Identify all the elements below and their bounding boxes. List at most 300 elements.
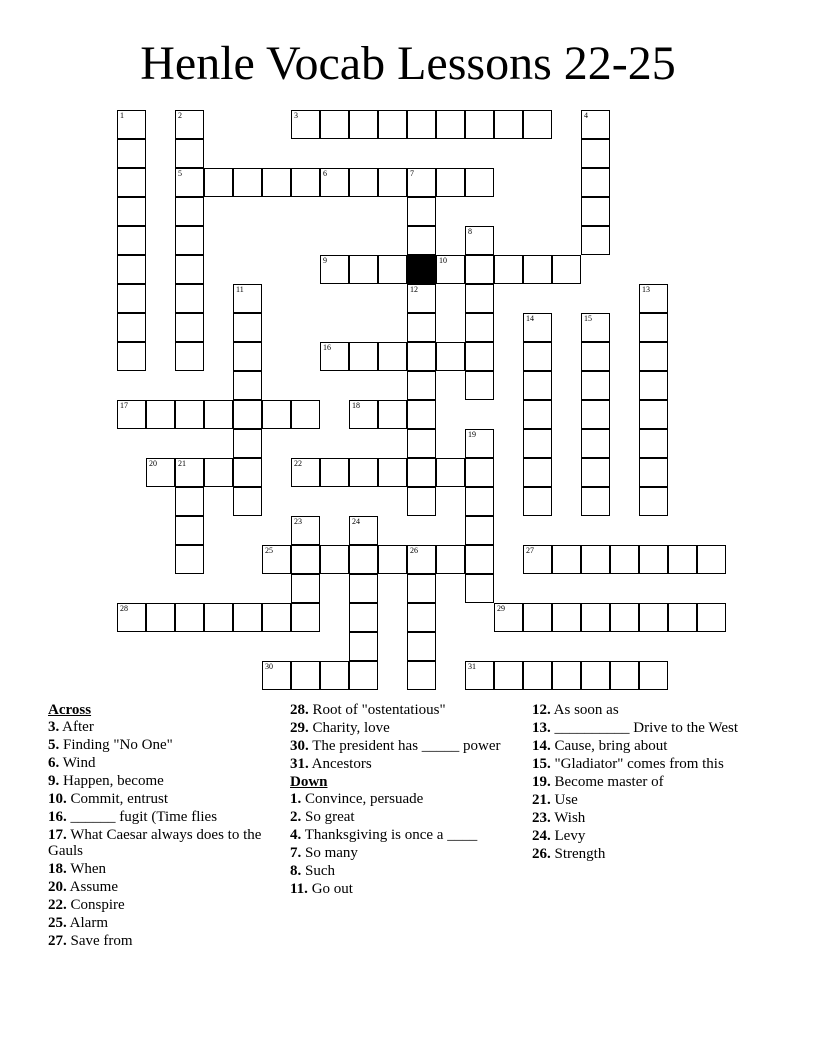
grid-cell[interactable] [117,255,146,284]
clue-text: Convince, persuade [301,790,424,807]
grid-cell[interactable] [523,429,552,458]
grid-cell[interactable] [581,603,610,632]
clue-item [532,738,772,755]
clue-text: Become master of [550,774,664,790]
grid-cell[interactable] [581,458,610,487]
grid-cell[interactable] [291,168,320,197]
clue-number: 10. [48,790,67,807]
grid-cell[interactable] [523,545,552,574]
grid-cell[interactable] [233,371,262,400]
grid-cell[interactable] [175,487,204,516]
cell-number: 14 [526,314,534,323]
grid-cell[interactable] [291,661,320,690]
grid-cell[interactable] [407,371,436,400]
clue-item [290,720,530,737]
grid-cell[interactable] [233,487,262,516]
clue-item [290,827,530,844]
clue-item [48,719,288,736]
grid-cell[interactable] [320,255,349,284]
grid-cell[interactable] [552,661,581,690]
cell-number: 21 [178,459,186,468]
grid-cell[interactable] [233,284,262,313]
grid-cell[interactable] [436,545,465,574]
grid-cell[interactable] [465,545,494,574]
clue-item [48,809,288,826]
cell-number: 15 [584,314,592,323]
clue-number: 12. [532,702,551,718]
grid-cell[interactable] [465,516,494,545]
clue-text: Root of "ostentatious" [308,702,446,718]
clue-number: 8. [290,862,302,879]
clue-text: Go out [307,880,353,897]
clue-text: Thanksgiving is once a ____ [301,826,478,843]
grid-cell[interactable] [175,168,204,197]
grid-cell[interactable] [407,342,436,371]
grid-cell[interactable] [494,255,523,284]
grid-cell[interactable] [639,458,668,487]
clue-number: 18. [48,861,67,877]
grid-cell[interactable] [204,168,233,197]
grid-cell[interactable] [407,226,436,255]
grid-cell[interactable] [581,139,610,168]
clue-item [532,828,772,845]
grid-cell[interactable] [233,313,262,342]
grid-cell[interactable] [523,255,552,284]
clue-number: 6. [48,754,60,771]
grid-cell[interactable] [639,400,668,429]
clue-number: 23. [532,810,551,826]
cell-number: 24 [352,517,360,526]
grid-cell[interactable] [581,342,610,371]
grid-cell[interactable] [349,400,378,429]
grid-cell[interactable] [233,458,262,487]
grid-cell[interactable] [668,545,697,574]
cell-number: 13 [642,285,650,294]
puzzle-title: Henle Vocab Lessons 22-25 [140,37,676,90]
clue-number: 11. [290,880,308,897]
grid-cell[interactable] [581,429,610,458]
clue-item [532,756,772,773]
clue-item [48,933,288,950]
clue-item [290,845,530,862]
grid-cell[interactable] [581,197,610,226]
grid-cell[interactable] [581,371,610,400]
clue-text: Ancestors [308,756,372,772]
clue-text: Use [550,792,578,808]
cell-number: 6 [323,169,327,178]
grid-cell[interactable] [320,458,349,487]
cell-number: 11 [236,285,244,294]
grid-cell[interactable] [349,168,378,197]
clue-item [290,809,530,826]
grid-cell[interactable] [407,632,436,661]
grid-cell[interactable] [581,313,610,342]
clue-text: Assume [66,879,119,895]
clue-text: Alarm [66,915,108,931]
grid-cell[interactable] [320,342,349,371]
grid-cell[interactable] [639,545,668,574]
grid-cell[interactable] [320,110,349,139]
grid-cell[interactable] [639,429,668,458]
grid-cell[interactable] [494,603,523,632]
cell-number: 29 [497,604,505,613]
grid-cell[interactable] [262,545,291,574]
grid-cell[interactable] [378,110,407,139]
clue-number: 21. [532,792,551,808]
grid-cell[interactable] [523,661,552,690]
clue-item [532,702,772,719]
down-heading: Down [290,774,328,790]
grid-cell[interactable] [117,197,146,226]
grid-cell[interactable] [465,313,494,342]
cell-number: 8 [468,227,472,236]
clue-item [48,827,288,860]
clues-column-2 [290,702,530,899]
cell-number: 1 [120,111,124,120]
clue-text: Charity, love [308,720,390,736]
grid-cell[interactable] [465,342,494,371]
grid-cell[interactable] [204,400,233,429]
clue-number: 25. [48,915,67,931]
grid-cell[interactable] [465,487,494,516]
grid-cell[interactable] [378,458,407,487]
grid-cell[interactable] [175,226,204,255]
grid-cell[interactable] [465,429,494,458]
grid-cell[interactable] [204,458,233,487]
grid-cell[interactable] [668,603,697,632]
grid-cell[interactable] [552,603,581,632]
clue-item [48,915,288,932]
clue-text: So many [301,844,358,861]
grid-cell[interactable] [233,342,262,371]
grid-cell[interactable] [291,458,320,487]
clues-column-3 [532,702,772,864]
grid-cell[interactable] [378,400,407,429]
grid-cell[interactable] [494,661,523,690]
cell-number: 7 [410,169,414,178]
grid-cell[interactable] [552,545,581,574]
grid-cell[interactable] [349,458,378,487]
clue-text: Strength [550,846,606,862]
cell-number: 10 [439,256,447,265]
cell-number: 23 [294,517,302,526]
grid-cell[interactable] [349,574,378,603]
grid-cell[interactable] [175,342,204,371]
cell-number: 18 [352,401,360,410]
clue-number: 26. [532,846,551,862]
clue-text: Levy [550,828,586,844]
clue-number: 31. [290,756,309,772]
grid-cell[interactable] [175,197,204,226]
cell-number: 25 [265,546,273,555]
grid-cell[interactable] [146,603,175,632]
grid-cell[interactable] [523,110,552,139]
cell-number: 28 [120,604,128,613]
grid-cell[interactable] [175,284,204,313]
cell-number: 22 [294,459,302,468]
grid-cell[interactable] [465,574,494,603]
grid-cell[interactable] [175,313,204,342]
grid-cell[interactable] [175,603,204,632]
grid-cell[interactable] [175,400,204,429]
clue-text: Commit, entrust [66,790,168,807]
grid-cell[interactable] [349,342,378,371]
clue-text: Cause, bring about [550,738,668,754]
grid-cell[interactable] [117,226,146,255]
clue-text: When [66,861,107,877]
clue-number: 13. [532,720,551,736]
grid-cell[interactable] [697,545,726,574]
grid-cell[interactable] [581,168,610,197]
grid-cell[interactable] [320,168,349,197]
clue-item [48,897,288,914]
grid-cell[interactable] [465,661,494,690]
grid-cell[interactable] [233,168,262,197]
grid-cell[interactable] [349,516,378,545]
cell-number: 30 [265,662,273,671]
grid-cell[interactable] [175,516,204,545]
clue-text: __________ Drive to the West [550,720,738,736]
clue-item [48,861,288,878]
grid-cell[interactable] [552,255,581,284]
clue-number: 5. [48,736,60,753]
clue-number: 19. [532,774,551,790]
clue-number: 27. [48,933,67,949]
across-clue-list [48,719,288,950]
grid-cell[interactable] [407,661,436,690]
grid-cell[interactable] [262,603,291,632]
grid-cell[interactable] [117,313,146,342]
clue-item [532,774,772,791]
grid-cell[interactable] [262,661,291,690]
grid-cell[interactable] [407,197,436,226]
clue-number: 24. [532,828,551,844]
grid-cell[interactable] [465,371,494,400]
clue-item [48,737,288,754]
clue-number: 16. [48,808,67,825]
grid-cell[interactable] [117,603,146,632]
clue-item [290,881,530,898]
down-clue-list-cont [532,702,772,863]
grid-cell[interactable] [378,255,407,284]
clue-item [48,755,288,772]
grid-cell[interactable] [291,516,320,545]
grid-cell[interactable] [465,168,494,197]
grid-cell[interactable] [378,545,407,574]
grid-cell[interactable] [581,487,610,516]
cell-number: 27 [526,546,534,555]
grid-cell[interactable] [233,429,262,458]
grid-cell[interactable] [639,284,668,313]
cell-number: 31 [468,662,476,671]
cell-number: 19 [468,430,476,439]
grid-cell[interactable] [436,110,465,139]
grid-cell[interactable] [175,545,204,574]
grid-block-cell [407,255,436,284]
grid-cell[interactable] [291,574,320,603]
grid-cell[interactable] [407,574,436,603]
grid-cell[interactable] [262,168,291,197]
cell-number: 2 [178,111,182,120]
clue-item [532,792,772,809]
grid-cell[interactable] [146,458,175,487]
clue-item [532,846,772,863]
grid-cell[interactable] [291,603,320,632]
clue-item [48,791,288,808]
grid-cell[interactable] [349,632,378,661]
grid-cell[interactable] [465,226,494,255]
cell-number: 5 [178,169,182,178]
clue-number: 28. [290,702,309,718]
grid-cell[interactable] [175,139,204,168]
clue-text: Such [301,862,335,879]
grid-cell[interactable] [117,139,146,168]
grid-cell[interactable] [523,400,552,429]
clue-number: 14. [532,738,551,754]
grid-cell[interactable] [175,458,204,487]
grid-cell[interactable] [523,313,552,342]
grid-cell[interactable] [407,603,436,632]
grid-cell[interactable] [146,400,175,429]
grid-cell[interactable] [639,342,668,371]
grid-cell[interactable] [581,400,610,429]
clue-number: 4. [290,826,302,843]
clue-number: 20. [48,879,67,895]
grid-cell[interactable] [407,545,436,574]
grid-cell[interactable] [436,342,465,371]
grid-cell[interactable] [436,458,465,487]
grid-cell[interactable] [697,603,726,632]
grid-cell[interactable] [291,110,320,139]
cell-number: 4 [584,111,588,120]
grid-cell[interactable] [233,400,262,429]
grid-cell[interactable] [349,255,378,284]
grid-cell[interactable] [378,168,407,197]
grid-cell[interactable] [117,284,146,313]
clue-text: Wind [59,754,96,771]
clue-number: 29. [290,720,309,736]
clue-item [290,702,530,719]
grid-cell[interactable] [523,603,552,632]
clue-number: 15. [532,756,551,772]
clues-column-1 [48,702,288,951]
grid-cell[interactable] [117,400,146,429]
grid-cell[interactable] [407,458,436,487]
clue-item [290,863,530,880]
grid-cell[interactable] [117,110,146,139]
grid-cell[interactable] [407,110,436,139]
clue-text: The president has _____ power [308,738,501,754]
cell-number: 3 [294,111,298,120]
grid-cell[interactable] [349,110,378,139]
grid-cell[interactable] [117,168,146,197]
clue-item [48,879,288,896]
grid-cell[interactable] [581,110,610,139]
grid-cell[interactable] [175,110,204,139]
grid-cell[interactable] [523,371,552,400]
grid-cell[interactable] [610,603,639,632]
clue-text: ______ fugit (Time flies [66,808,218,825]
grid-cell[interactable] [349,661,378,690]
clue-number: 7. [290,844,302,861]
grid-cell[interactable] [291,400,320,429]
grid-cell[interactable] [581,226,610,255]
grid-cell[interactable] [320,545,349,574]
clue-item [48,773,288,790]
grid-cell[interactable] [436,255,465,284]
cell-number: 20 [149,459,157,468]
grid-cell[interactable] [407,284,436,313]
clue-number: 1. [290,790,302,807]
cell-number: 9 [323,256,327,265]
grid-cell[interactable] [117,342,146,371]
grid-cell[interactable] [523,342,552,371]
clue-text: Wish [550,810,586,826]
clue-number: 17. [48,826,67,843]
clue-item [290,756,530,773]
grid-cell[interactable] [610,661,639,690]
cell-number: 17 [120,401,128,410]
clue-number: 30. [290,738,309,754]
clue-item [532,720,772,737]
clue-number: 9. [48,772,60,789]
grid-cell[interactable] [639,603,668,632]
grid-cell[interactable] [378,342,407,371]
clue-item [290,791,530,808]
grid-cell[interactable] [639,487,668,516]
grid-cell[interactable] [349,545,378,574]
grid-cell[interactable] [204,603,233,632]
grid-cell[interactable] [581,545,610,574]
grid-cell[interactable] [494,110,523,139]
cell-number: 16 [323,343,331,352]
grid-cell[interactable] [233,603,262,632]
grid-cell[interactable] [581,661,610,690]
grid-cell[interactable] [523,487,552,516]
grid-cell[interactable] [465,110,494,139]
grid-cell[interactable] [465,284,494,313]
clue-number: 3. [48,718,60,735]
grid-cell[interactable] [465,255,494,284]
grid-cell[interactable] [639,661,668,690]
grid-cell[interactable] [175,255,204,284]
grid-cell[interactable] [291,545,320,574]
grid-cell[interactable] [407,429,436,458]
clue-number: 2. [290,808,302,825]
clue-text: After [59,718,94,735]
grid-cell[interactable] [610,545,639,574]
grid-cell[interactable] [639,371,668,400]
grid-cell[interactable] [407,487,436,516]
grid-cell[interactable] [262,400,291,429]
clue-text: What Caesar always does to the Gauls [48,826,262,859]
cell-number: 12 [410,285,418,294]
grid-cell[interactable] [465,458,494,487]
grid-cell[interactable] [349,603,378,632]
grid-cell[interactable] [436,168,465,197]
clue-text: "Gladiator" comes from this [550,756,724,772]
clue-text: Finding "No One" [59,736,173,753]
across-clue-list-cont [290,702,530,773]
grid-cell[interactable] [639,313,668,342]
grid-cell[interactable] [320,661,349,690]
grid-cell[interactable] [407,168,436,197]
grid-cell[interactable] [407,313,436,342]
grid-cell[interactable] [407,400,436,429]
grid-cell[interactable] [523,458,552,487]
clue-text: So great [301,808,355,825]
clue-text: Save from [66,933,133,949]
